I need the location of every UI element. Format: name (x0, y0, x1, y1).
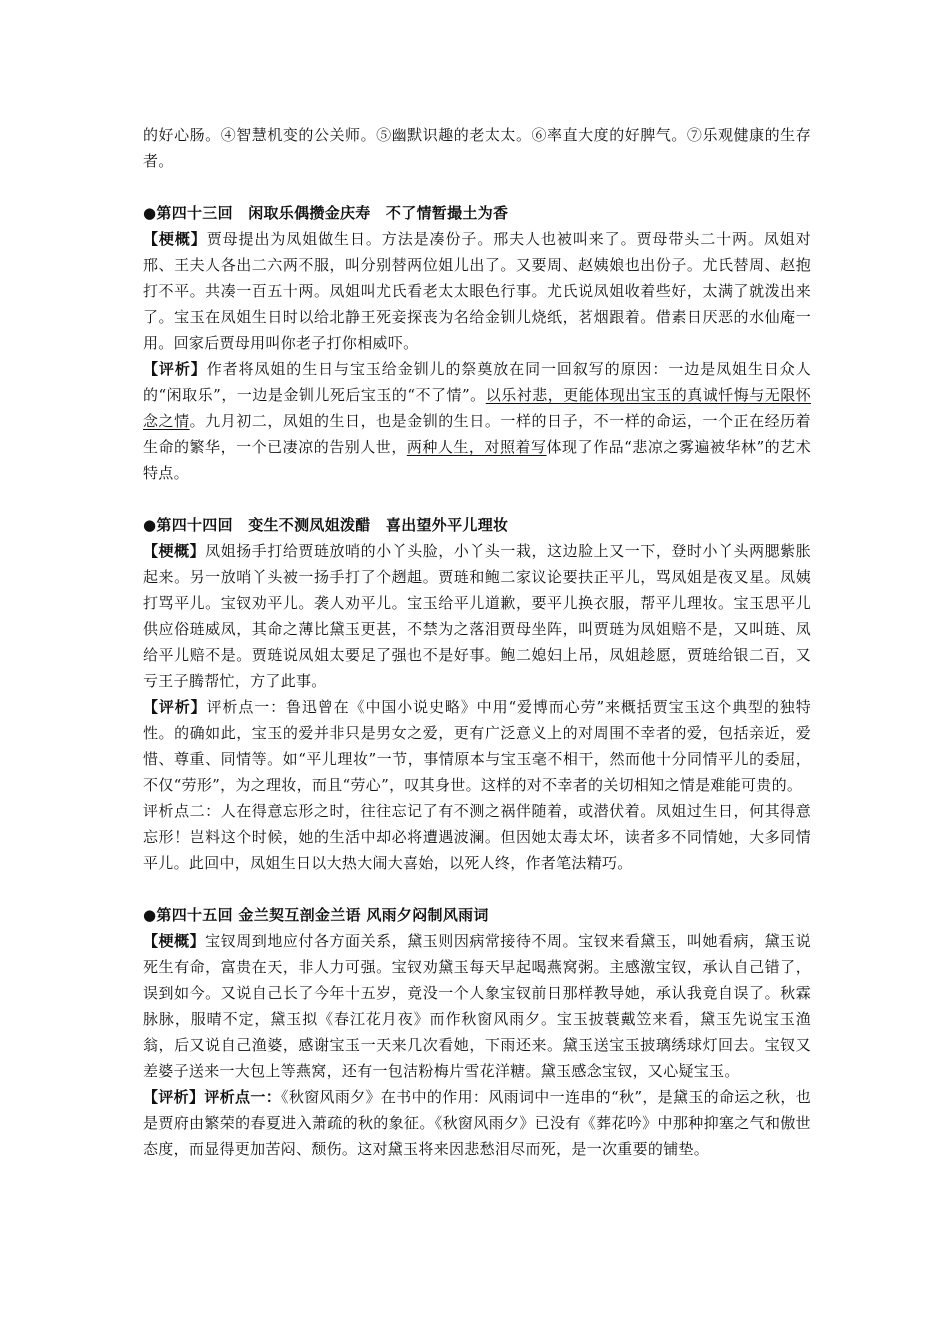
spacer (143, 876, 811, 902)
chapter-44 (143, 512, 811, 876)
analysis-paragraph (143, 694, 811, 798)
summary-paragraph (143, 928, 811, 1084)
underlined-text: 两种人生，对照着写 (406, 438, 547, 456)
analysis-label: 【评析】 (143, 698, 207, 716)
intro-paragraph: 的好心肠。④智慧机变的公关师。⑤幽默识趣的老太太。⑥率直大度的好脾气。⑦乐观健康的生存者。 (143, 126, 811, 170)
analysis-point-1: 《秋窗风雨夕》在书中的作用：风雨词中一连串的“秋”，是黛玉的命运之秋，也是贾府由繁荣的春夏进入萧疏的秋的象征。《秋窗风雨夕》已没有《葬花吟》中那种抑塞之气和傲世态度，而显得更加苦闷、颓伤。这对黛玉将来因悲愁泪尽而死，是一次重要的铺垫。 (143, 1088, 812, 1158)
analysis-label: 【评析】 (143, 360, 207, 378)
analysis-text: 体现了作品“悲凉之雾遍被华林”的艺术特点。 (143, 438, 812, 482)
analysis-point-1: 评析点一：鲁迅曾在《中国小说史略》中用“爱博而心劳”来概括贾宝玉这个典型的独特性。的确如此，宝玉的爱并非只是男女之爱，更有广泛意义上的对周围不幸者的爱，包括亲近，爱惜、尊重、同情等。如“平儿理妆”一节，事情原本与宝玉毫不相干，然而他十分同情平儿的委屈，不仅“劳形”，为之理妆，而且“劳心”，叹其身世。这样的对不幸者的关切相知之情是难能可贵的。 (143, 698, 811, 794)
chapter-title: ●第四十三回 闲取乐偶攒金庆寿 不了情暂撮土为香 (143, 204, 509, 222)
analysis-paragraph (143, 1084, 811, 1162)
analysis-text: 作者将凤姐的生日与宝玉给金钏儿的祭奠放在同一回叙写的原因：一边是凤姐生日众人的“闲取乐”，一边是金钏儿死后宝玉的“不了情”。 (143, 360, 812, 404)
summary-text: 贾母提出为凤姐做生日。方法是凑份子。邢夫人也被叫来了。贾母带头二十两。凤姐对邢、王夫人各出二六两不服，叫分别替两位姐儿出了。又要周、赵姨娘也出份子。尤氏替周、赵抱打不平。共凑一百五十两。凤姐叫尤氏看老太太眼色行事。尤氏说凤姐收着些好，太满了就泼出来了。宝玉在凤姐生日时以给北静王死妾探丧为名给金钏儿烧纸，茗烟跟着。借素日厌恶的水仙庵一用。回家后贾母用叫你老子打你相威吓。 (143, 230, 812, 352)
document-page (143, 122, 811, 1162)
chapter-43 (143, 200, 811, 486)
spacer (143, 174, 811, 200)
chapter-45 (143, 902, 811, 1162)
chapter-title: ●第四十五回 金兰契互剖金兰语 风雨夕闷制风雨词 (143, 906, 489, 924)
analysis-point-2: 评析点二：人在得意忘形之时，往往忘记了有不测之祸伴随着，或潜伏着。凤姐过生日，何其得意忘形！岂料这个时候，她的生活中却必将遭遇波澜。但因她太毒太坏，读者多不同情她，大多同情平儿。此回中，凤姐生日以大热大闹大喜始，以死人终，作者笔法精巧。 (143, 802, 811, 872)
summary-label: 【梗概】 (143, 932, 206, 950)
summary-label: 【梗概】 (143, 230, 207, 248)
underlined-text: 以乐衬悲，更能体现出宝玉的真诚忏悔与无限怀念之情 (143, 386, 811, 430)
spacer (143, 486, 811, 512)
chapter-title: ●第四十四回 变生不测凤姐泼醋 喜出望外平儿理妆 (143, 516, 509, 534)
analysis-label: 【评析】评析点一： (143, 1088, 282, 1106)
summary-paragraph (143, 538, 811, 694)
summary-text: 宝钗周到地应付各方面关系，黛玉则因病常接待不周。宝钗来看黛玉，叫她看病，黛玉说死生有命，富贵在天，非人力可强。宝钗劝黛玉每天早起喝燕窝粥。主感激宝钗，承认自己错了，误到如今。又说自己长了今年十五岁，竟没一个人象宝钗前日那样教导她，承认我竟自误了。秋霖脉脉，服晴不定，黛玉拟《春江花月夜》而作秋窗风雨夕。宝玉披蓑戴笠来看，黛玉先说宝玉渔翁，后又说自己渔婆，感谢宝玉一天来几次看她，下雨还来。黛玉送宝玉披璃绣球灯回去。宝钗又差婆子送来一大包上等燕窝，还有一包洁粉梅片雪花洋糖。黛玉感念宝钗，又心疑宝玉。 (143, 932, 811, 1080)
analysis-paragraph (143, 356, 811, 486)
summary-text: 凤姐扬手打给贾琏放哨的小丫头脸，小丫头一栽，这边脸上又一下，登时小丫头两腮紫胀起来。另一放哨丫头被一扬手打了个趔趄。贾琏和鲍二家议论要扶正平儿，骂凤姐是夜叉星。凤姨打骂平儿。宝钗劝平儿。袭人劝平儿。宝玉给平儿道歉，要平儿换衣服，帮平儿理妆。宝玉思平儿供应俗琏威凤，其命之薄比黛玉更甚，不禁为之落泪贾母坐阵，叫贾琏为凤姐赔不是，又叫琏、凤给平儿赔不是。贾琏说凤姐太要足了强也不是好事。鲍二媳妇上吊，凤姐趁愿，贾琏给银二百，又亏王子腾帮忙，方了此事。 (143, 542, 811, 690)
analysis-text: 。九月初二，凤姐的生日，也是金钏的生日。一样的日子，不一样的命运，一个正在经历着生命的繁华，一个已凄凉的告别人世， (143, 412, 811, 456)
summary-paragraph (143, 226, 811, 356)
summary-label: 【梗概】 (143, 542, 206, 560)
